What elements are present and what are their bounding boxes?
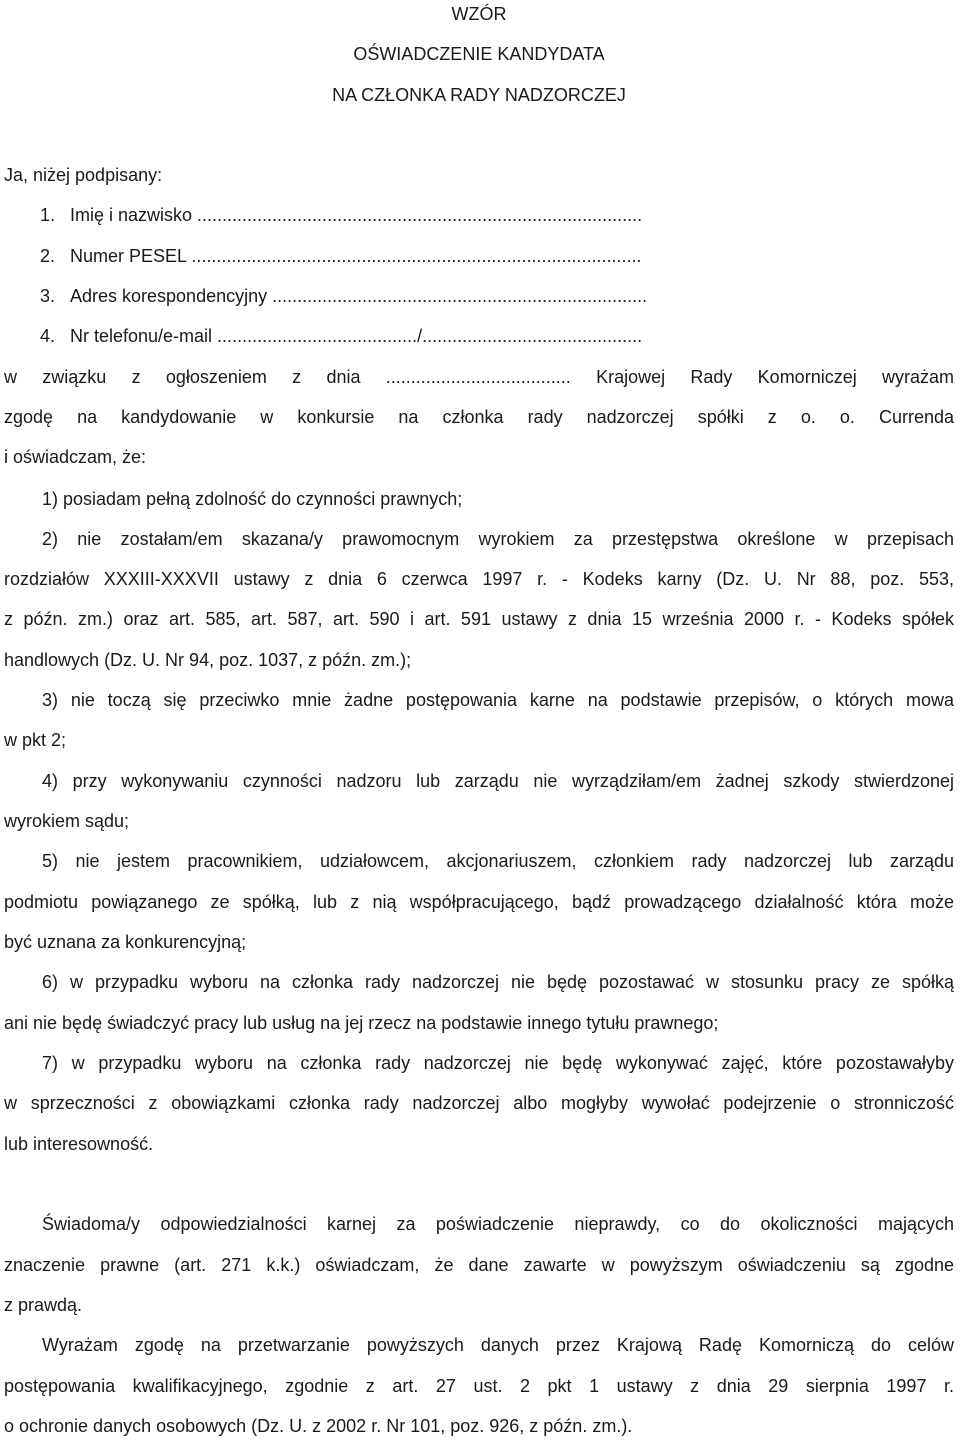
statement-7-line-2: w sprzeczności z obowiązkami członka rady nadzorczej albo mogłyby wywołać podejrzenie o stronniczość [4, 1093, 954, 1113]
field-pesel [40, 244, 954, 268]
statement-2-line-2: rozdziałów XXXIII-XXXVII ustawy z dnia 6 czerwca 1997 r. - Kodeks karny (Dz. U. Nr 88, poz. 553, [4, 569, 954, 589]
consent-line-3: o ochronie danych osobowych (Dz. U. z 2002 r. Nr 101, poz. 926, z późn. zm.). [4, 1416, 633, 1436]
liability-line-1: Świadoma/y odpowiedzialności karnej za poświadczenie nieprawdy, co do okoliczności mających [42, 1214, 954, 1234]
statement-2-line-3: z późn. zm.) oraz art. 585, art. 587, art. 590 i art. 591 ustawy z dnia 15 września 2000 r. - Kodeks spółek [4, 609, 954, 629]
body-line: w związku z ogłoszeniem z dnia ..................................... Krajowej Rady Komorniczej wyrażam [4, 367, 954, 387]
doc-label: WZÓR [451, 4, 507, 24]
statement-3-line-1: 3) nie toczą się przeciwko mnie żadne postępowania karne na podstawie przepisów, o których mowa [42, 690, 954, 710]
body-line: zgodę na kandydowanie w konkursie na członka rady nadzorczej spółki z o. o. Currenda [4, 407, 954, 427]
statement-7-line-3: lub interesowność. [4, 1134, 154, 1154]
statement-2-line-1: 2) nie zostałam/em skazana/y prawomocnym wyrokiem za przestępstwa określone w przepisach [42, 529, 954, 549]
statement-4-line-1: 4) przy wykonywaniu czynności nadzoru lub zarządu nie wyrządziłam/em żadnej szkody stwierdzonej [42, 771, 954, 791]
statement-5-line-3: być uznana za konkurencyjną; [4, 932, 247, 952]
doc-title-line-2: NA CZŁONKA RADY NADZORCZEJ [332, 85, 626, 105]
liability-line-3: z prawdą. [4, 1295, 83, 1315]
field-number: 1. [40, 205, 56, 225]
field-label: Imię i nazwisko ......................................................................................... [70, 205, 643, 225]
field-label: Nr telefonu/e-mail ......................................../............................................ [70, 326, 643, 346]
field-name [40, 203, 954, 227]
statement-6-line-1: 6) w przypadku wyboru na członka rady nadzorczej nie będę pozostawać w stosunku pracy ze spółką [42, 972, 954, 992]
intro-text: Ja, niżej podpisany: [4, 165, 163, 185]
field-address [40, 284, 954, 308]
statement-5-line-2: podmiotu powiązanego ze spółką, lub z nią współpracującego, bądź prowadzącego działalność która może [4, 892, 954, 912]
statement-2-line-4: handlowych (Dz. U. Nr 94, poz. 1037, z późn. zm.); [4, 650, 412, 670]
field-number: 3. [40, 286, 56, 306]
field-label: Numer PESEL .......................................................................................... [70, 246, 642, 266]
statement-1: 1) posiadam pełną zdolność do czynności prawnych; [42, 489, 463, 509]
statement-7-line-1: 7) w przypadku wyboru na członka rady nadzorczej nie będę wykonywać zajęć, które pozostawałyby [42, 1053, 954, 1073]
consent-line-2: postępowania kwalifikacyjnego, zgodnie z art. 27 ust. 2 pkt 1 ustawy z dnia 29 sierpnia 1997 r. [4, 1376, 954, 1396]
field-phone-email [40, 324, 954, 348]
body-line: i oświadczam, że: [4, 447, 147, 467]
doc-title-line-1: OŚWIADCZENIE KANDYDATA [353, 44, 605, 64]
statement-4-line-2: wyrokiem sądu; [4, 811, 130, 831]
statement-6-line-2: ani nie będę świadczyć pracy lub usług na jej rzecz na podstawie innego tytułu prawnego; [4, 1013, 719, 1033]
liability-line-2: znaczenie prawne (art. 271 k.k.) oświadczam, że dane zawarte w powyższym oświadczeniu są zgodne [4, 1255, 954, 1275]
statement-3-line-2: w pkt 2; [4, 730, 67, 750]
statement-5-line-1: 5) nie jestem pracownikiem, udziałowcem, akcjonariuszem, członkiem rady nadzorczej lub zarządu [42, 851, 954, 871]
field-label: Adres korespondencyjny ........................................................................... [70, 286, 648, 306]
field-number: 4. [40, 326, 56, 346]
consent-line-1: Wyrażam zgodę na przetwarzanie powyższych danych przez Krajową Radę Komorniczą do celów [42, 1335, 954, 1355]
field-number: 2. [40, 246, 56, 266]
